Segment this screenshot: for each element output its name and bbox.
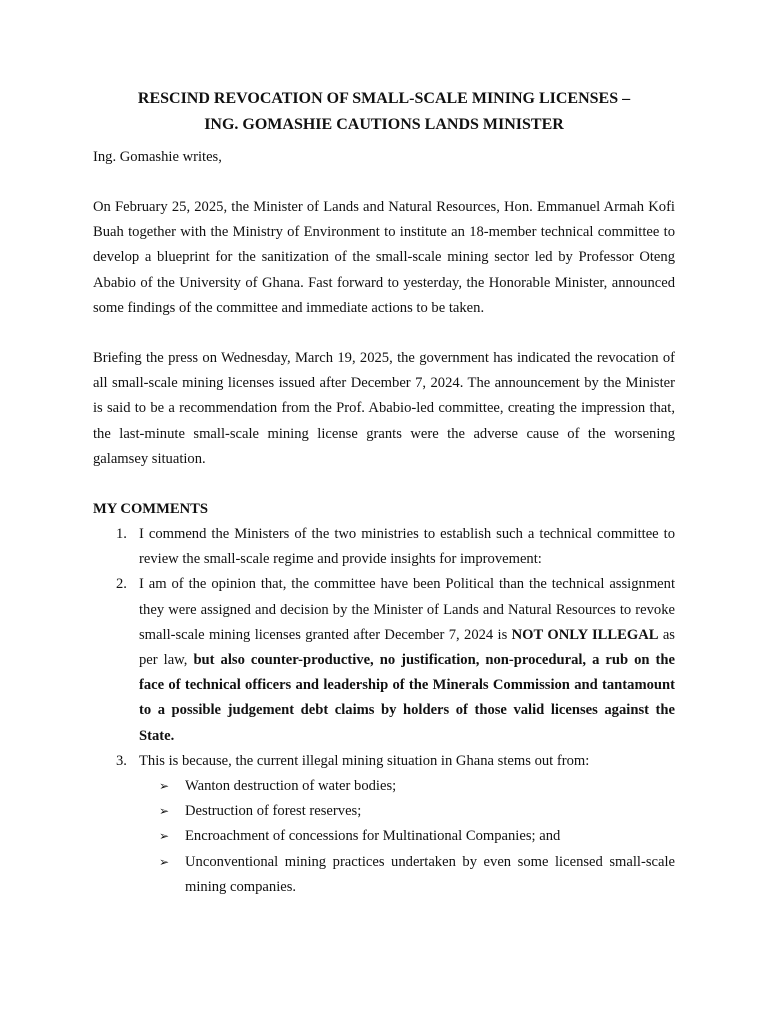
- arrowhead-bullet-icon: ➢: [159, 804, 170, 819]
- comments-list: [93, 522, 675, 900]
- comments-heading: MY COMMENTS: [93, 501, 208, 518]
- comment-item-3: [93, 749, 675, 900]
- arrowhead-bullet-icon: ➢: [159, 829, 170, 844]
- comment-text-middle: as per law,: [139, 626, 675, 669]
- document-title: [93, 86, 675, 138]
- sub-list-item: [135, 774, 675, 799]
- comment-text-before: I am of the opinion that, the committee have been Political than the technical assignment they were assigned and decision by the Minister of Lands and Natural Resources to revoke small-scale mining licenses granted after December 7, 2024 is: [139, 576, 675, 643]
- comment-bold-counter-productive: but also counter-productive, no justification, non-procedural, a rub on the face of technical officers and leadership of the Minerals Commission and tantamount to a possible judgement debt claims by holders of those valid licenses against the State.: [139, 652, 675, 744]
- sub-list-item-text: Unconventional mining practices undertaken by even some licensed small-scale mining companies.: [185, 853, 675, 895]
- paragraph-briefing: Briefing the press on Wednesday, March 19, 2025, the government has indicated the revocation of all small-scale mining licenses issued after December 7, 2024. The announcement by the Minister is said to be a recommendation from the Prof. Ababio-led committee, creating the impression that, the last-minute small-scale mining license grants were the adverse cause of the worsening galamsey situation.: [93, 350, 675, 467]
- comment-bold-not-only-illegal: NOT ONLY ILLEGAL: [511, 626, 659, 643]
- paragraph-intro: On February 25, 2025, the Minister of Lands and Natural Resources, Hon. Emmanuel Armah Kofi Buah together with the Ministry of Environment to institute an 18-member technical committee to develop a blueprint for the sanitization of the small-scale mining sector led by Professor Oteng Ababio of the University of Ghana. Fast forward to yesterday, the Honorable Minister, announced some findings of the committee and immediate actions to be taken.: [93, 199, 675, 316]
- comment-item-1: [93, 522, 675, 572]
- byline: Ing. Gomashie writes,: [93, 149, 222, 165]
- sub-list-item: [135, 850, 675, 900]
- comment-number: 2.: [116, 576, 127, 593]
- comment-text: I commend the Ministers of the two ministries to establish such a technical committee to review the small-scale regime and provide insights for improvement:: [139, 526, 675, 568]
- comment-text: This is because, the current illegal mining situation in Ghana stems out from:: [139, 752, 590, 769]
- title-line-1: RESCIND REVOCATION OF SMALL-SCALE MINING LICENSES –: [137, 90, 631, 107]
- comment-number: 3.: [116, 752, 127, 769]
- document-page: [93, 86, 675, 900]
- sub-list-item-text: Wanton destruction of water bodies;: [185, 778, 397, 795]
- sub-list-item-text: Encroachment of concessions for Multinational Companies; and: [185, 828, 561, 845]
- comment-item-2: [93, 572, 675, 748]
- arrowhead-bullet-icon: ➢: [159, 779, 170, 794]
- sub-list-item: [135, 799, 675, 824]
- sub-list-item-text: Destruction of forest reserves;: [185, 803, 362, 820]
- sub-list: [139, 774, 675, 900]
- title-line-2: ING. GOMASHIE CAUTIONS LANDS MINISTER: [204, 116, 564, 133]
- sub-list-item: [135, 824, 675, 849]
- comment-number: 1.: [116, 526, 127, 543]
- arrowhead-bullet-icon: ➢: [159, 854, 170, 869]
